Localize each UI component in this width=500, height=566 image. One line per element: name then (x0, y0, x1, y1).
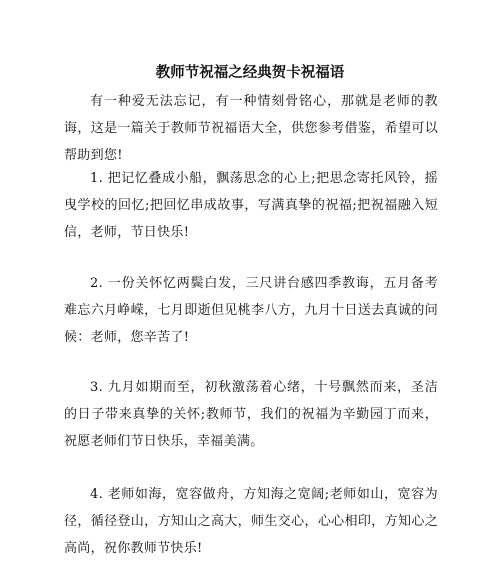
intro-paragraph: 有一种爱无法忘记，有一种情刻骨铭心，那就是老师的教诲，这是一篇关于教师节祝福语大全，供您参考借鉴，希望可以帮助到您! (64, 94, 438, 163)
blessing-paragraph-1: 1. 把记忆叠成小船，飘荡思念的心上;把思念寄托风铃，摇曳学校的回忆;把回忆串成故事，写满真挚的祝福;把祝福融入短信，老师，节日快乐! (64, 171, 438, 240)
document-title: 教师节祝福之经典贺卡祝福语 (155, 64, 345, 81)
blessing-paragraph-2: 2. 一份关怀忆两鬓白发，三尺讲台感四季教诲，五月备考难忘六月峥嵘，七月即逝但见桃李八方，九月十日送去真诚的问候：老师，您辛苦了! (64, 276, 438, 345)
blessing-paragraph-4: 4. 老师如海，宽容做舟，方知海之宽阔;老师如山，宽容为径，循径登山，方知山之高大，师生交心，心心相印，方知心之高尚，祝你教师节快乐! (64, 487, 438, 556)
blessing-paragraph-3: 3. 九月如期而至，初秋激荡着心绪，十号飘然而来，圣洁的日子带来真挚的关怀;教师节，我们的祝福为辛勤园丁而来，祝愿老师们节日快乐，幸福美满。 (64, 380, 438, 449)
